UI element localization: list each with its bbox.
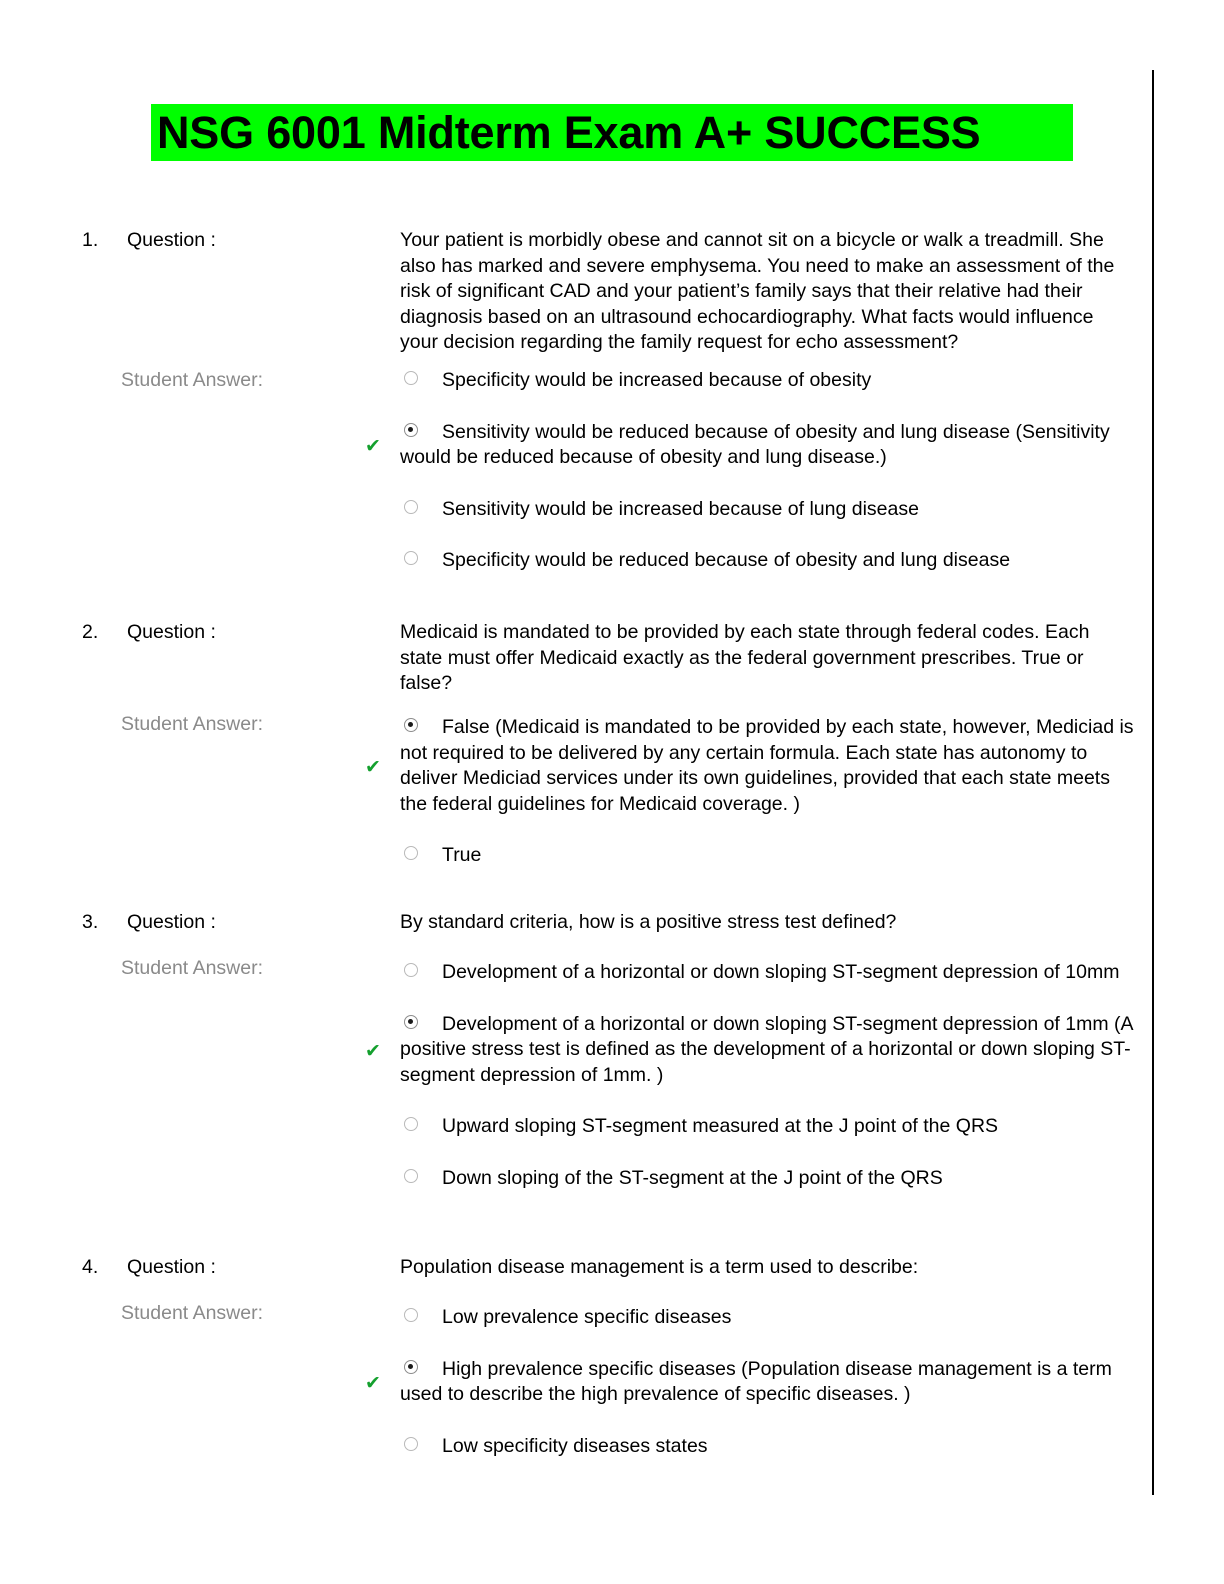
correct-answer-check-icon: ✔ bbox=[365, 757, 381, 778]
question-number: 3. bbox=[82, 911, 99, 933]
question-label: Question : bbox=[127, 229, 216, 251]
radio-button[interactable] bbox=[404, 371, 418, 385]
correct-answer-check-icon: ✔ bbox=[365, 1041, 381, 1062]
question-number: 4. bbox=[82, 1256, 99, 1278]
question-header-row bbox=[0, 910, 1152, 936]
answer-option[interactable] bbox=[0, 1357, 1152, 1408]
question-label: Question : bbox=[127, 911, 216, 933]
answer-option-text: Sensitivity would be reduced because of obesity and lung disease (Sensitivity would be reduced because of obesity and lung disease.) bbox=[400, 420, 1110, 468]
radio-button[interactable] bbox=[404, 551, 418, 565]
answer-option[interactable] bbox=[0, 1012, 1152, 1089]
answer-option[interactable] bbox=[0, 1166, 1152, 1192]
answer-options bbox=[0, 1305, 1152, 1485]
question-header-row bbox=[0, 620, 1152, 694]
radio-button-selected[interactable] bbox=[404, 423, 418, 437]
correct-answer-check-icon: ✔ bbox=[365, 436, 381, 457]
document-title-container bbox=[151, 104, 1073, 161]
answer-option-text: True bbox=[442, 844, 482, 866]
question-header-row bbox=[0, 1255, 1152, 1281]
answer-option-text: Specificity would be increased because of obesity bbox=[442, 369, 872, 391]
radio-button[interactable] bbox=[404, 1308, 418, 1322]
answer-options bbox=[0, 715, 1152, 895]
correct-answer-check-icon: ✔ bbox=[365, 1373, 381, 1394]
answer-option-text: Sensitivity would be increased because of lung disease bbox=[442, 497, 919, 520]
question-text: Population disease management is a term used to describe: bbox=[400, 1256, 919, 1278]
question-block bbox=[0, 620, 1152, 866]
radio-button-selected[interactable] bbox=[404, 1015, 418, 1029]
answer-option-text: Specificity would be reduced because of obesity and lung disease bbox=[442, 549, 1011, 571]
radio-button[interactable] bbox=[404, 1437, 418, 1451]
radio-button-selected[interactable] bbox=[404, 718, 418, 732]
answer-option-text: High prevalence specific diseases (Population disease management is a term used to describe the high prevalence of specific diseases. ) bbox=[400, 1357, 1112, 1405]
answer-option[interactable] bbox=[0, 497, 1152, 523]
answer-option-text: Upward sloping ST-segment measured at the J point of the QRS bbox=[442, 1115, 999, 1137]
answer-options bbox=[0, 368, 1152, 600]
student-answer-label: Student Answer: bbox=[121, 369, 264, 391]
page-title: NSG 6001 Midterm Exam A+ SUCCESS bbox=[151, 104, 1073, 161]
question-text: Your patient is morbidly obese and cannot sit on a bicycle or walk a treadmill. She also has marked and severe emphysema. You need to make an assessment of the risk of significant CAD and your patient’s family says that their relative had their diagnosis based on an ultrasound echocardiography. What facts would influence your decision regarding the family request for echo assessment? bbox=[400, 229, 1115, 353]
answer-option-text: Development of a horizontal or down sloping ST-segment depression of 10mm bbox=[442, 961, 1120, 983]
radio-button[interactable] bbox=[404, 963, 418, 977]
radio-button[interactable] bbox=[404, 1169, 418, 1183]
question-block bbox=[0, 228, 1152, 571]
radio-button-selected[interactable] bbox=[404, 1360, 418, 1374]
question-label: Question : bbox=[127, 621, 216, 643]
radio-button[interactable] bbox=[404, 846, 418, 860]
answer-option-text: Down sloping of the ST-segment at the J point of the QRS bbox=[442, 1166, 943, 1189]
question-header-row bbox=[0, 228, 1152, 353]
answer-option[interactable] bbox=[0, 1305, 1152, 1331]
question-number: 1. bbox=[82, 229, 99, 251]
answer-options bbox=[0, 960, 1152, 1217]
student-answer-label: Student Answer: bbox=[121, 957, 264, 979]
answer-option[interactable] bbox=[0, 715, 1152, 817]
page-edge-rule bbox=[1152, 70, 1154, 1495]
student-answer-label: Student Answer: bbox=[121, 1302, 264, 1324]
answer-option[interactable] bbox=[0, 368, 1152, 394]
answer-option[interactable] bbox=[0, 420, 1152, 471]
answer-option[interactable] bbox=[0, 960, 1152, 986]
question-block bbox=[0, 1255, 1152, 1457]
radio-button[interactable] bbox=[404, 500, 418, 514]
answer-option-text: False (Medicaid is mandated to be provided by each state, however, Mediciad is not required to be delivered by any certain formula. Each state has autonomy to deliver Mediciad services under its own guidelines, provided that each state meets the federal guidelines for Medicaid coverage. ) bbox=[400, 716, 1134, 815]
student-answer-label: Student Answer: bbox=[121, 713, 264, 735]
question-number: 2. bbox=[82, 621, 99, 643]
question-text: By standard criteria, how is a positive stress test defined? bbox=[400, 911, 897, 933]
question-block bbox=[0, 910, 1152, 1189]
answer-option-text: Low specificity diseases states bbox=[442, 1434, 708, 1457]
answer-option-text: Development of a horizontal or down sloping ST-segment depression of 1mm (A positive stress test is defined as the development of a horizontal or down sloping ST-segment depression of 1mm. ) bbox=[400, 1012, 1133, 1086]
question-text: Medicaid is mandated to be provided by each state through federal codes. Each state must offer Medicaid exactly as the federal government prescribes. True or false? bbox=[400, 621, 1090, 694]
answer-option[interactable] bbox=[0, 1434, 1152, 1460]
answer-option-text: Low prevalence specific diseases bbox=[442, 1306, 732, 1328]
answer-option[interactable] bbox=[0, 843, 1152, 869]
answer-option[interactable] bbox=[0, 548, 1152, 574]
question-label: Question : bbox=[127, 1256, 216, 1278]
radio-button[interactable] bbox=[404, 1117, 418, 1131]
answer-option[interactable] bbox=[0, 1114, 1152, 1140]
